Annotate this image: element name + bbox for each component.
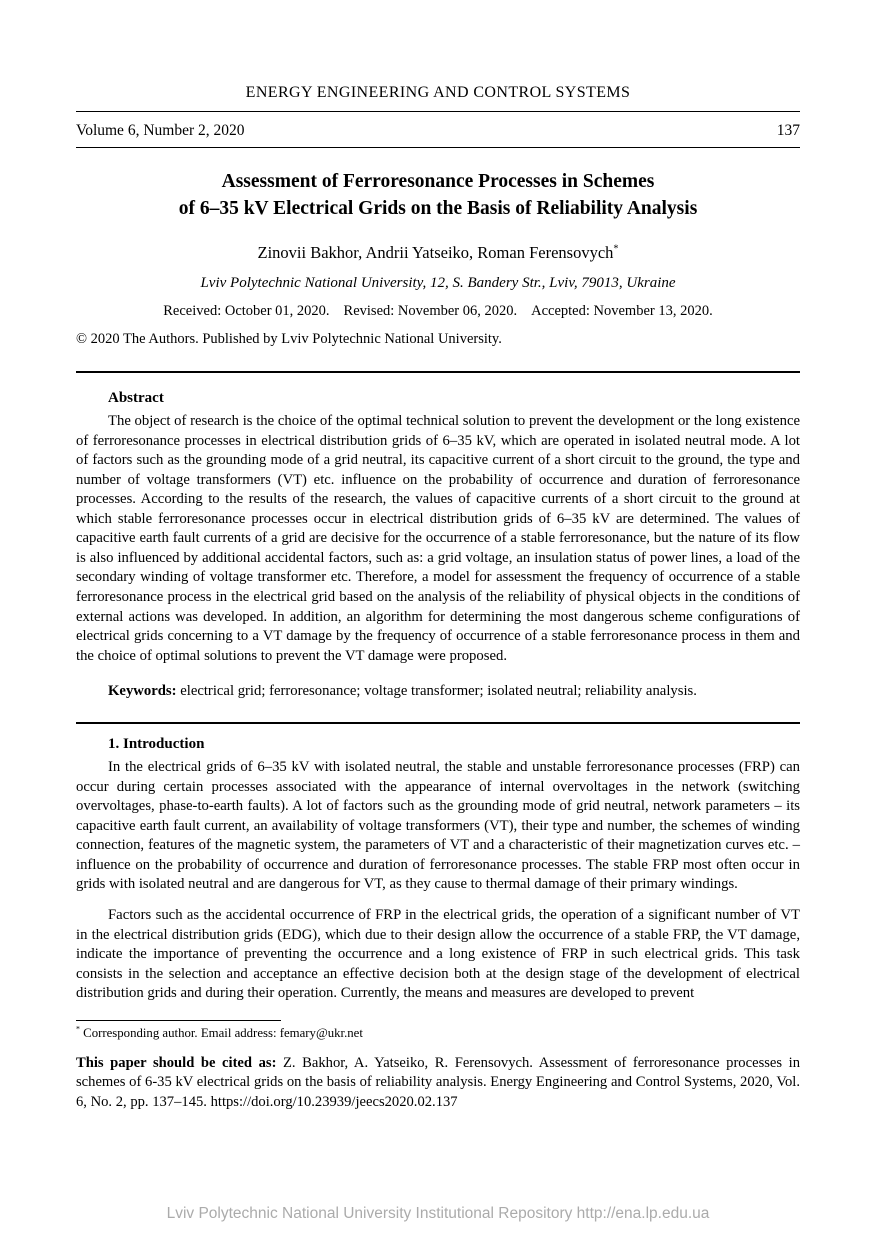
introduction-top-rule bbox=[76, 722, 800, 724]
title-line-2: of 6–35 kV Electrical Grids on the Basis of Reliability Analysis bbox=[178, 197, 698, 219]
introduction-heading: 1. Introduction bbox=[108, 736, 205, 753]
keywords-line bbox=[76, 683, 800, 700]
header-rule bbox=[76, 111, 800, 112]
footnote-separator bbox=[76, 1020, 281, 1021]
article-title bbox=[76, 169, 800, 222]
citation-note bbox=[76, 1054, 800, 1112]
citation-label: This paper should be cited as: bbox=[76, 1054, 277, 1071]
journal-name: ENERGY ENGINEERING AND CONTROL SYSTEMS bbox=[245, 84, 631, 101]
volume-rule bbox=[76, 147, 800, 148]
received-date: Received: October 01, 2020. bbox=[163, 303, 330, 320]
accepted-date: Accepted: November 13, 2020. bbox=[531, 303, 713, 320]
abstract-text: The object of research is the choice of the optimal technical solution to prevent the development or the long existence of ferroresonance processes in electrical distribution grids of 6–35 kV, which are operated in isolated neutral mode. A lot of factors such as the grounding mode of a grid neutral, its capacitive current of a short circuit to the ground, the type and number of voltage transformers (VT) etc. influence on the probability of occurrence and duration of ferroresonance processes. According to the results of the research, the values of capacitive currents of a short circuit to the ground at which stable ferroresonance processes occur in electrical distribution grids of 6–35 kV are determined. The values of capacitive earth fault currents of a grid are decisive for the occurrence of a stable ferroresonance, but the nature of its flow is also influenced by additional accidental factors, such as: a grid voltage, an insulation status of power lines, a load of the secondary winding of voltage transformer etc. Therefore, a model for assessment the frequency of occurrence of a stable ferroresonance process in the electrical grid based on the analysis of the reliability of physical objects in the conditions of external actions was developed. In addition, an algorithm for determining the most dangerous scheme configurations of electrical grids concerning to a VT damage by the frequency of occurrence of a stable ferroresonance process in them and the choice of optimal solutions to prevent the VT damage were proposed. bbox=[76, 413, 800, 664]
keywords-text: electrical grid; ferroresonance; voltage transformer; isolated neutral; reliability analysis. bbox=[176, 683, 697, 700]
title-line-1: Assessment of Ferroresonance Processes in Schemes bbox=[221, 171, 655, 192]
affiliation-line: Lviv Polytechnic National University, 12, S. Bandery Str., Lviv, 79013, Ukraine bbox=[200, 275, 676, 292]
footnote-corresponding-author bbox=[76, 1026, 800, 1041]
corresponding-author-marker: * bbox=[613, 243, 619, 255]
revised-date: Revised: November 06, 2020. bbox=[343, 303, 518, 320]
footnote-text: Corresponding author. Email address: femary@ukr.net bbox=[79, 1025, 363, 1040]
volume-row bbox=[76, 122, 800, 140]
repository-footer: Lviv Polytechnic National University Institutional Repository http://ena.lp.edu.ua bbox=[166, 1205, 710, 1222]
footnote-marker: * bbox=[76, 1024, 80, 1034]
volume-info: Volume 6, Number 2, 2020 bbox=[76, 122, 245, 139]
introduction-paragraph-1: In the electrical grids of 6–35 kV with isolated neutral, the stable and unstable ferroresonance processes (FRP) can occur during certain processes associated with the appearance of internal overvoltages in the network (switching overvoltages, phase-to-earth faults). A lot of factors such as the grounding mode of grid neutral, network parameters – its capacitive earth fault current, an availability of voltage transformers (VT), their type and number, the schemes of winding connection, features of the magnetic system, the parameters of VT and a characteristic of their magnetization curves etc. – influence on the probability of occurrence and duration of ferroresonance processes. The stable FRP most often occur in grids with isolated neutral and are dangerous for VT, as they cause to thermal damage of their primary windings. bbox=[76, 759, 800, 893]
page-number: 137 bbox=[776, 122, 800, 139]
copyright-line: © 2020 The Authors. Published by Lviv Polytechnic National University. bbox=[76, 331, 502, 348]
author-names: Zinovii Bakhor, Andrii Yatseiko, Roman Ferensovych bbox=[257, 243, 614, 263]
abstract-heading: Abstract bbox=[108, 390, 164, 407]
authors-line bbox=[76, 243, 800, 263]
dates-line bbox=[76, 303, 800, 320]
citation-text: Z. Bakhor, A. Yatseiko, R. Ferensovych. Assessment of ferroresonance processes in schemes of 6-35 kV electrical grids on the basis of reliability analysis. Energy Engineering and Control Systems, 2020, Vol. 6, No. 2, pp. 137–145. https://doi.org/10.23939/jeecs2020.02.137 bbox=[76, 1054, 800, 1110]
abstract-top-rule bbox=[76, 371, 800, 373]
introduction-paragraph-2: Factors such as the accidental occurrence of FRP in the electrical grids, the operation of a significant number of VT in the electrical distribution grids (EDG), which due to their design allow the occurrence of a stable FRP, the VT damage, indicate the importance of preventing the occurrence and a long existence of FRP in such electrical grids. This task consists in the selection and acceptance an effective decision both at the design stage of the development of electrical distribution grids and during their operation. Currently, the means and measures are developed to prevent bbox=[76, 906, 800, 1002]
keywords-label: Keywords: bbox=[108, 683, 177, 700]
